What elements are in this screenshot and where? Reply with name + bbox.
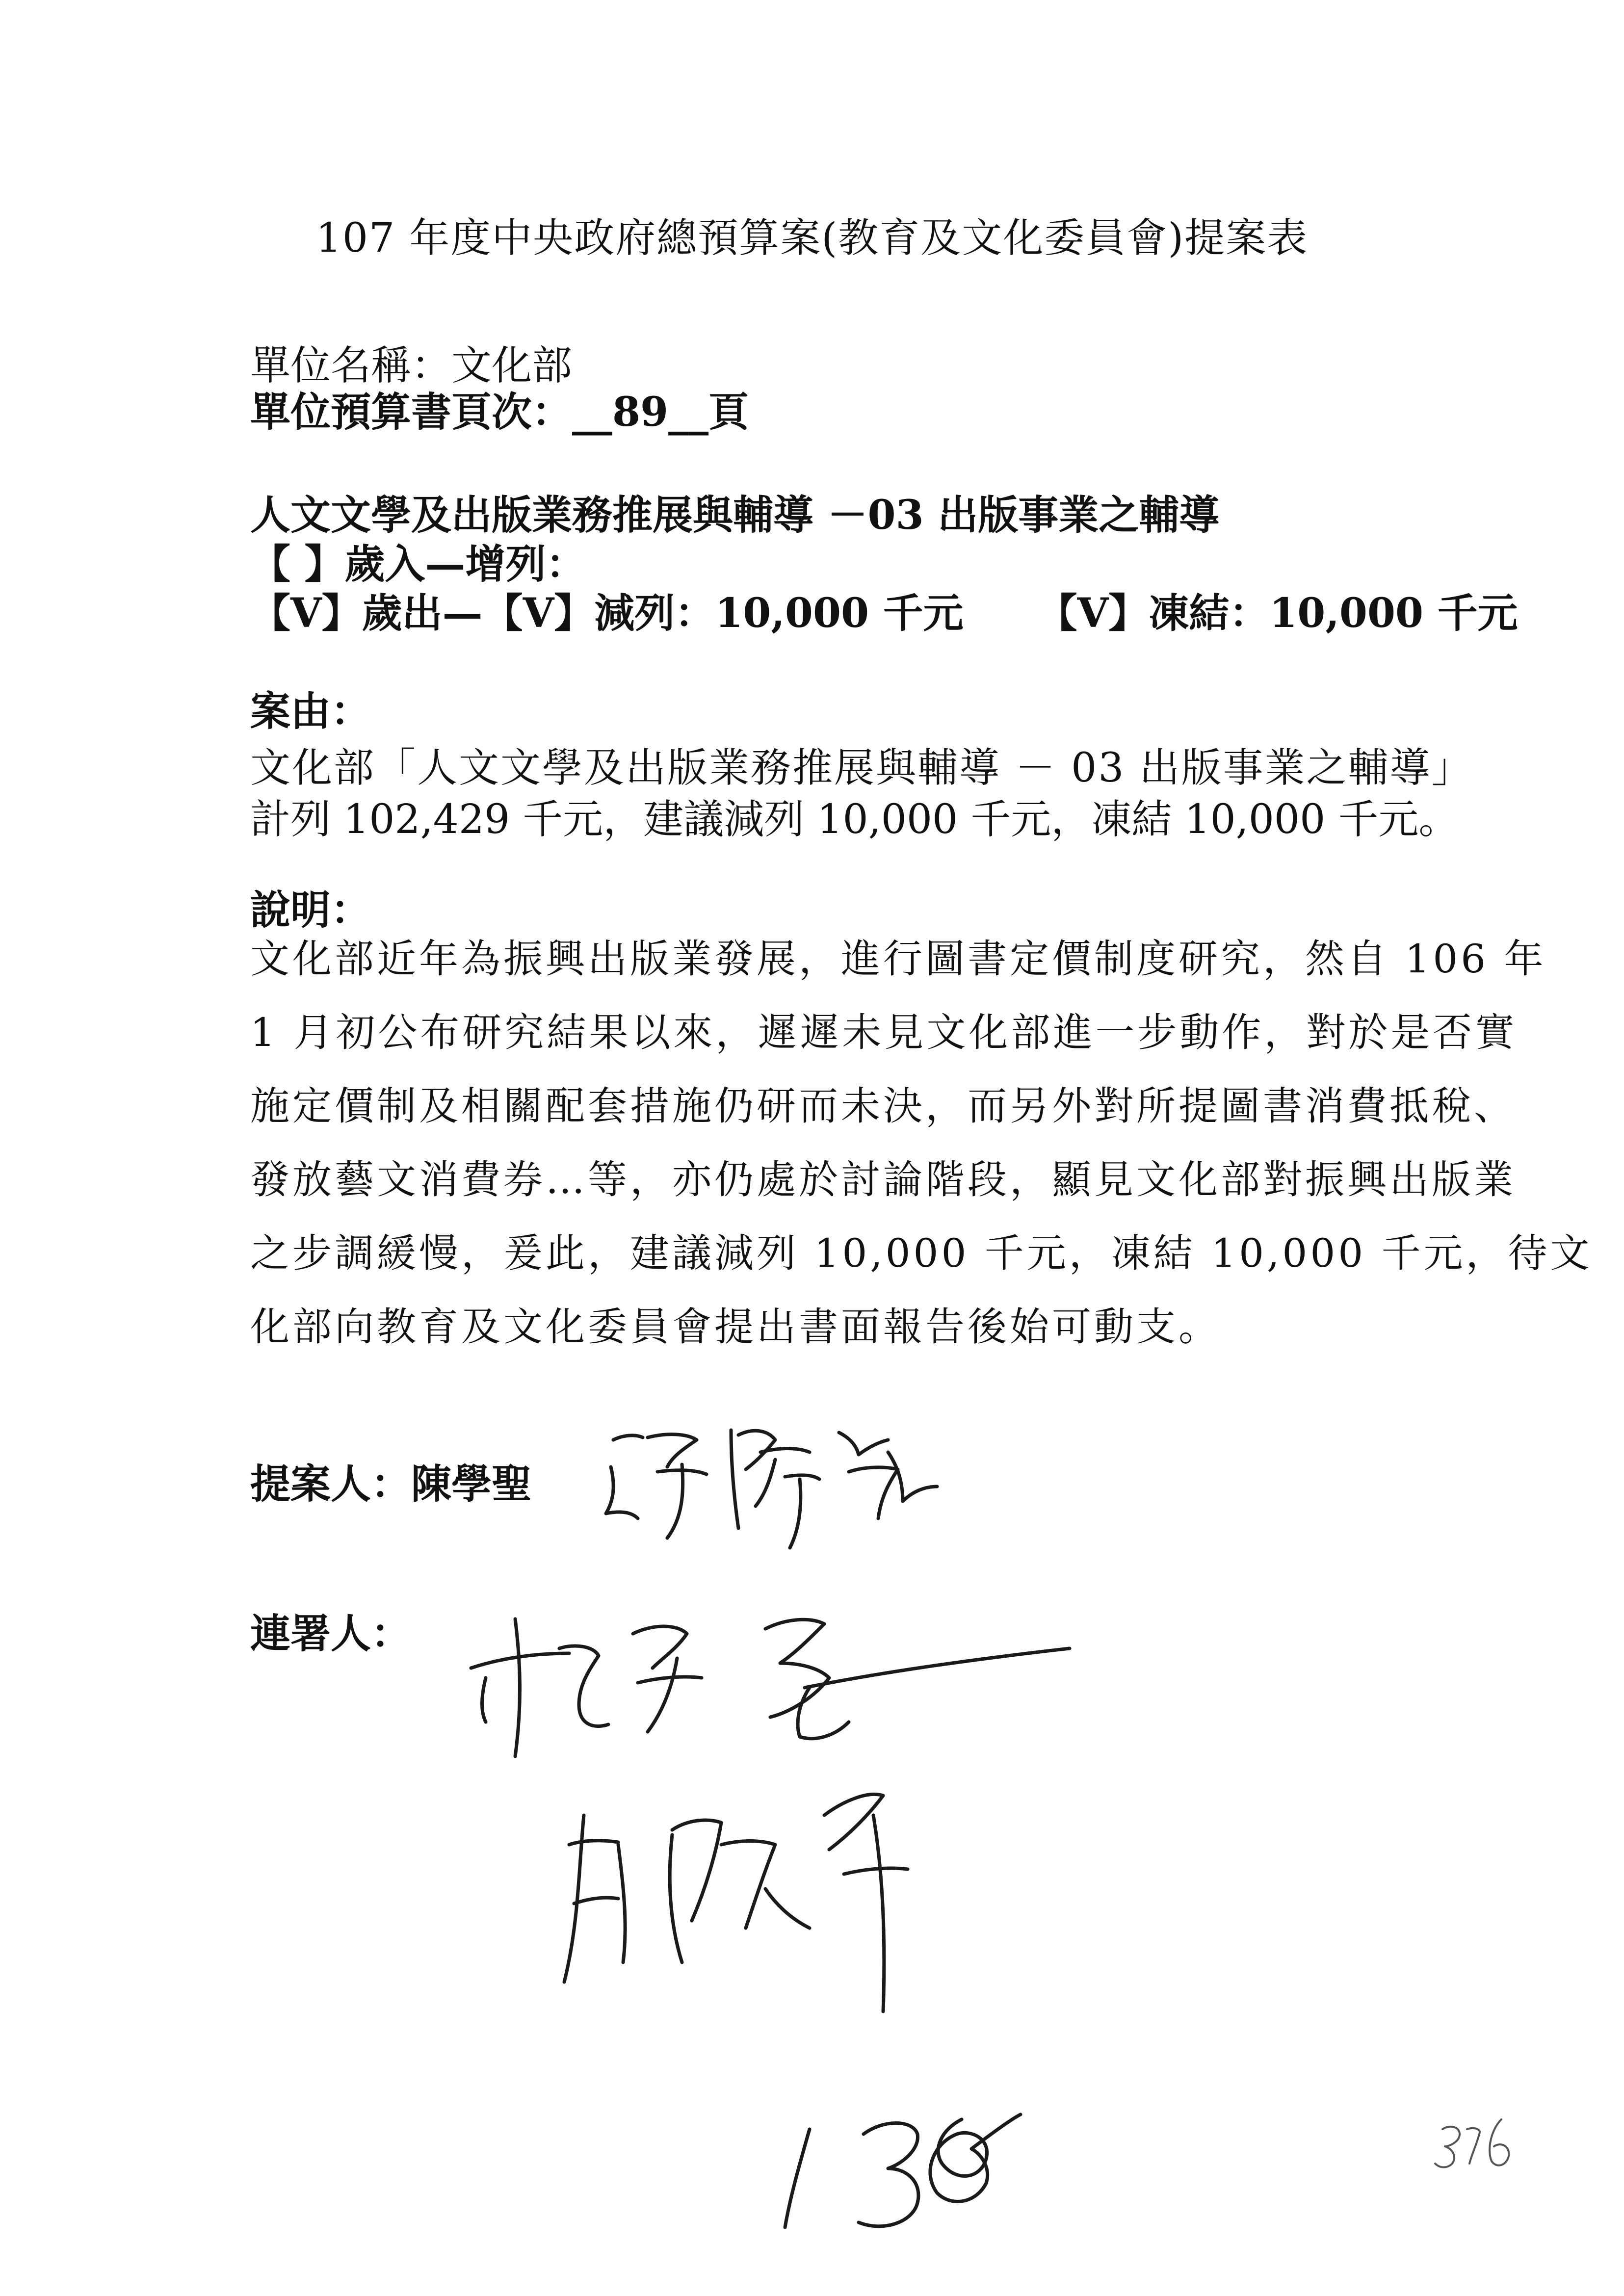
unit-name: 單位名稱：文化部 <box>250 342 573 389</box>
proposer-signature <box>606 1430 937 1548</box>
handwritten-number <box>785 2114 1021 2227</box>
expense-cut: 【V】歲出—【V】減列：10,000 千元 <box>250 590 964 637</box>
program-heading: 人文文學及出版業務推展與輔導 －03 出版事業之輔導 <box>250 492 1220 539</box>
reason-line: 文化部「人文文學及出版業務推展與輔導 － 03 出版事業之輔導」 <box>250 745 1473 791</box>
reason-line: 計列 102,429 千元，建議減列 10,000 千元，凍結 10,000 千元。 <box>250 796 1459 843</box>
cosigner-signature-2 <box>564 1794 908 2011</box>
proposer-label: 提案人：陳學聖 <box>250 1461 532 1508</box>
cosigners-label: 連署人： <box>250 1610 412 1657</box>
description-line: 施定價制及相關配套措施仍研而未決，而另外對所提圖書消費抵稅、 <box>250 1083 1516 1129</box>
unit-budget-page: 單位預算書頁次：__89__頁 <box>250 389 749 436</box>
income-row: 【 】歲入—增列： <box>250 541 586 588</box>
description-line: 化部向教育及文化委員會提出書面報告後始可動支。 <box>250 1304 1221 1350</box>
document-title: 107 年度中央政府總預算案(教育及文化委員會)提案表 <box>315 215 1309 261</box>
description-line: 1 月初公布研究結果以來，遲遲未見文化部進一步動作，對於是否實 <box>250 1010 1518 1055</box>
description-heading: 說明： <box>250 887 371 934</box>
description-line: 文化部近年為振興出版業發展，進行圖書定價制度研究，然自 106 年 <box>250 936 1546 982</box>
cosigner-signature-1 <box>471 1619 1070 1756</box>
page-corner-number <box>1435 2119 1509 2167</box>
description-line: 發放藝文消費券…等，亦仍處於討論階段，顯見文化部對振興出版業 <box>250 1157 1516 1202</box>
reason-heading: 案由： <box>250 688 371 735</box>
expense-freeze: 【V】凍結：10,000 千元 <box>1037 590 1518 637</box>
description-line: 之步調緩慢，爰此，建議減列 10,000 千元，凍結 10,000 千元，待文 <box>250 1230 1593 1276</box>
